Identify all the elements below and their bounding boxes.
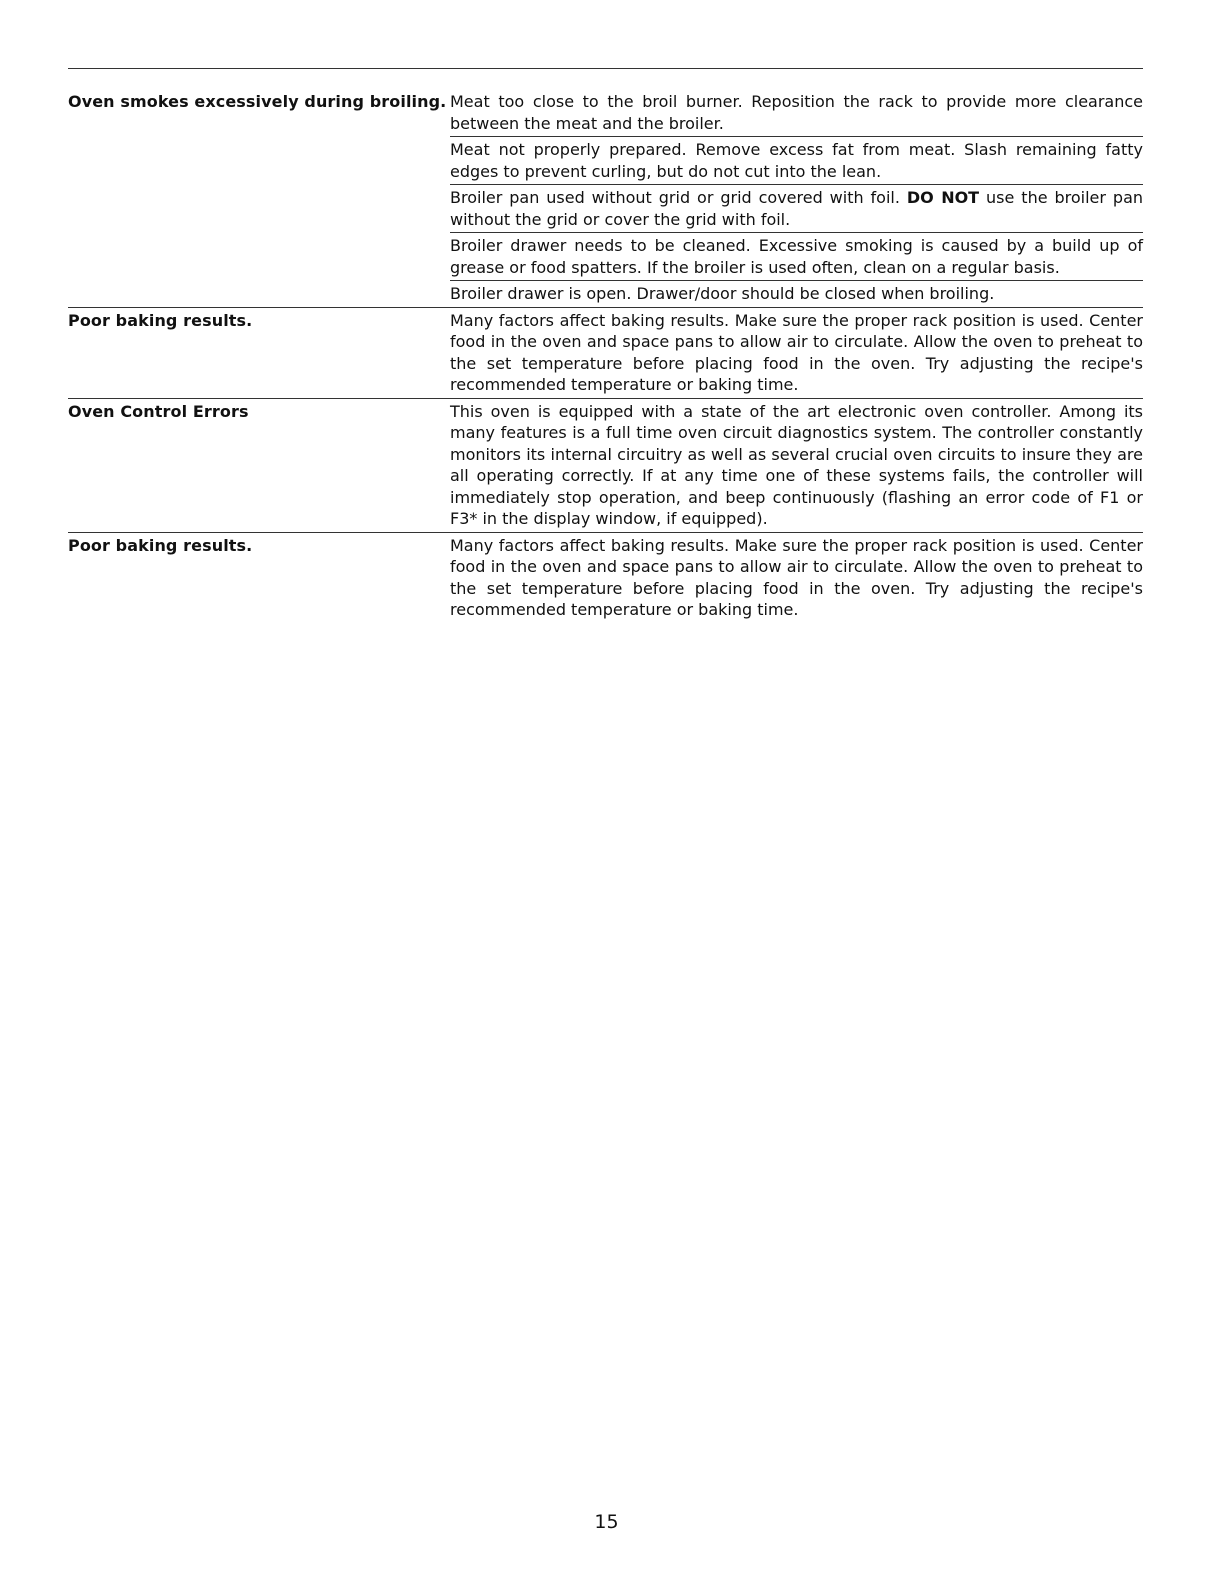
solution-text: Broiler drawer needs to be cleaned. Excessive smoking is caused by a build up of grease or food spatters. If the broiler is used often, clean on a regular basis. (450, 233, 1143, 281)
problem-label: Poor baking results. (68, 535, 253, 555)
solutions-column (450, 308, 1143, 398)
solution-text: Many factors affect baking results. Make sure the proper rack position is used. Center food in the oven and space pans to allow air to circulate. Allow the oven to preheat to the set temperature before placing food in the oven. Try adjusting the recipe's recommended temperature or baking time. (450, 310, 1143, 394)
solution-text: Meat not properly prepared. Remove excess fat from meat. Slash remaining fatty edges to prevent curling, but do not cut into the lean. (450, 137, 1143, 185)
troubleshooting-table (68, 89, 1143, 623)
top-rule (68, 68, 1143, 69)
problem-label: Poor baking results. (68, 310, 253, 330)
solution-text: Meat too close to the broil burner. Reposition the rack to provide more clearance between the meat and the broiler. (450, 89, 1143, 137)
solutions-column (450, 533, 1143, 623)
solution-text-part: Broiler pan used without grid or grid covered with foil. (450, 188, 907, 207)
solution-text: This oven is equipped with a state of the art electronic oven controller. Among its many features is a full time oven circuit diagnostics system. The controller constantly monitors its internal circuitry as well as several crucial oven circuits to insure they are all operating correctly. If at any time one of these systems fails, the controller will immediately stop operation, and beep continuously (flashing an error code of F1 or F3* in the display window, if equipped). (450, 401, 1143, 528)
solution-text-part: use the broiler pan without the grid or cover the grid with foil. (450, 188, 1144, 229)
solution-text (450, 185, 1143, 233)
problem-row (68, 533, 1143, 623)
problem-label: Oven Control Errors (68, 401, 249, 421)
solution-text: Many factors affect baking results. Make sure the proper rack position is used. Center food in the oven and space pans to allow air to circulate. Allow the oven to preheat to the set temperature before placing food in the oven. Try adjusting the recipe's recommended temperature or baking time. (450, 535, 1143, 619)
solutions-column (450, 399, 1143, 532)
warning-emphasis: DO NOT (906, 188, 980, 207)
problem-row (68, 308, 1143, 399)
solutions-column (450, 89, 1143, 307)
problem-label: Oven smokes excessively during broiling. (68, 92, 447, 111)
page-number: 15 (594, 1511, 619, 1533)
solution-text: Broiler drawer is open. Drawer/door should be closed when broiling. (450, 284, 995, 303)
problem-row (68, 89, 1143, 308)
problem-row (68, 399, 1143, 533)
